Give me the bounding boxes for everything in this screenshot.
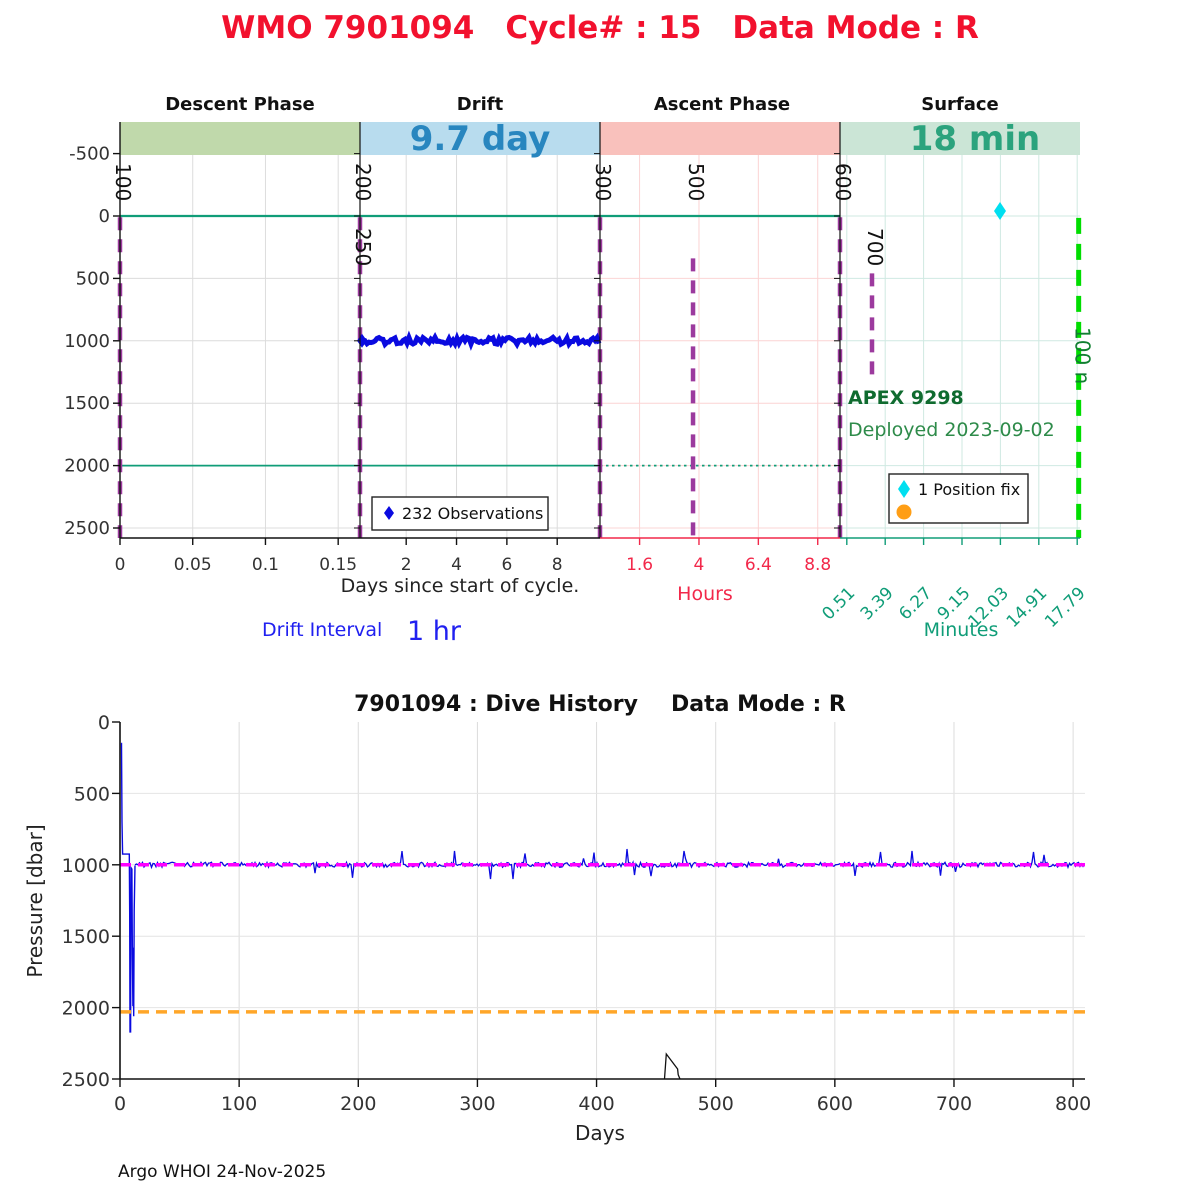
x-tick-label: 12.03 [964, 583, 1013, 632]
phase-label-surface: Surface [921, 94, 999, 115]
y-tick-label: 1000 [61, 854, 110, 877]
phase-band-ascent [600, 122, 840, 155]
x-tick-label: 700 [935, 1093, 973, 1115]
y-tick-label: 2000 [61, 997, 110, 1020]
x-tick-label: 6.27 [895, 583, 937, 625]
event-marker-label: 200 [351, 163, 375, 202]
y-tick-label: 0 [98, 206, 110, 227]
x-tick-label: 8.8 [804, 555, 832, 575]
event-marker-label: 100 [111, 163, 135, 202]
x-tick-label: 0 [114, 555, 126, 575]
drift-pressure-series [357, 202, 1006, 348]
minutes-axis-label: Minutes [923, 619, 999, 641]
dive-profile-start [121, 743, 135, 1032]
event-marker-label: 700 [863, 228, 887, 267]
x-tick-label: 14.91 [1002, 583, 1052, 632]
x-tick-label: 200 [340, 1093, 377, 1115]
y-tick-label: 500 [75, 268, 110, 290]
legend-position-fix-label: 1 Position fix [918, 480, 1021, 499]
y-tick-label: 2000 [64, 455, 110, 477]
x-tick-label: 0.15 [319, 555, 358, 575]
x-tick-label: 9.15 [933, 583, 975, 625]
days-label: Days [575, 1121, 625, 1145]
x-tick-label: 4 [693, 555, 705, 575]
x-tick-label: 600 [816, 1093, 853, 1115]
event-marker-label: 600 [831, 163, 855, 202]
x-tick-label: 4 [451, 555, 462, 575]
y-tick-label: -500 [69, 143, 110, 165]
x-tick-label: 17.79 [1041, 583, 1090, 632]
legend-observations [372, 497, 548, 530]
event-marker-label: 500 [684, 163, 709, 202]
event-marker-label: 250 [351, 228, 375, 267]
y-tick-label: 1500 [61, 926, 110, 949]
x-tick-label: 100 [221, 1093, 258, 1115]
x-tick-label: 6 [501, 555, 513, 575]
dive-history-grid [120, 722, 1085, 1079]
y-tick-label: 1000 [64, 330, 110, 352]
deployed-annotation: Deployed 2023-09-02 [848, 419, 1055, 441]
surface-duration-label: 18 min [909, 119, 1041, 159]
top-chart-axes [64, 122, 1090, 632]
legend-observations-label: 232 Observations [402, 504, 544, 523]
drift-pressure-trace [361, 337, 599, 344]
pressure-label: Pressure [dbar] [23, 824, 47, 978]
phase-label-ascent: Ascent Phase [653, 94, 791, 115]
hours-axis-label: Hours [677, 583, 733, 605]
position-fix-diamond-icon [994, 202, 1006, 220]
footer-credit: Argo WHOI 24-Nov-2025 [118, 1162, 327, 1182]
x-tick-label: 800 [1054, 1093, 1092, 1115]
float-id-annotation: APEX 9298 [848, 387, 964, 409]
y-tick-label: 500 [73, 783, 110, 806]
x-tick-label: 0.1 [251, 555, 279, 575]
x-tick-label: 500 [697, 1093, 734, 1115]
park-point-icon [897, 505, 912, 520]
x-tick-label: 6.4 [744, 555, 772, 575]
y-tick-label: 0 [97, 712, 110, 734]
x-tick-label: 0.05 [173, 555, 212, 575]
x-tick-label: 8 [551, 555, 563, 575]
days-axis-label: Days since start of cycle. [340, 575, 580, 597]
drift-duration-label: 9.7 day [409, 119, 551, 159]
event-marker-label: 300 [591, 163, 615, 202]
event-marker-label: 100 n [1070, 327, 1095, 385]
x-tick-label: 400 [578, 1093, 615, 1115]
x-tick-label: 0.51 [818, 583, 860, 625]
x-tick-label: 2 [400, 555, 412, 575]
page-title: WMO 7901094 Cycle# : 15 Data Mode : R [221, 10, 979, 46]
legend-position-fix [889, 474, 1028, 523]
drift-interval-label: Drift Interval [262, 619, 383, 641]
x-tick-label: 300 [459, 1093, 496, 1115]
x-tick-label: 1.6 [626, 555, 654, 575]
y-tick-label: 1500 [64, 393, 110, 415]
glitch-trace [665, 1054, 681, 1079]
y-tick-label: 2500 [64, 518, 110, 539]
y-tick-label: 2500 [61, 1069, 110, 1091]
phase-band-descent [120, 122, 360, 155]
drift-interval-value: 1 hr [407, 616, 461, 647]
dive-history-axes [62, 712, 1092, 1115]
dive-history-title: 7901094 : Dive History Data Mode : R [354, 692, 846, 717]
phase-label-descent: Descent Phase [165, 94, 315, 115]
x-tick-label: 0 [113, 1093, 127, 1115]
x-tick-label: 3.39 [856, 583, 898, 625]
phase-label-drift: Drift [456, 94, 504, 115]
